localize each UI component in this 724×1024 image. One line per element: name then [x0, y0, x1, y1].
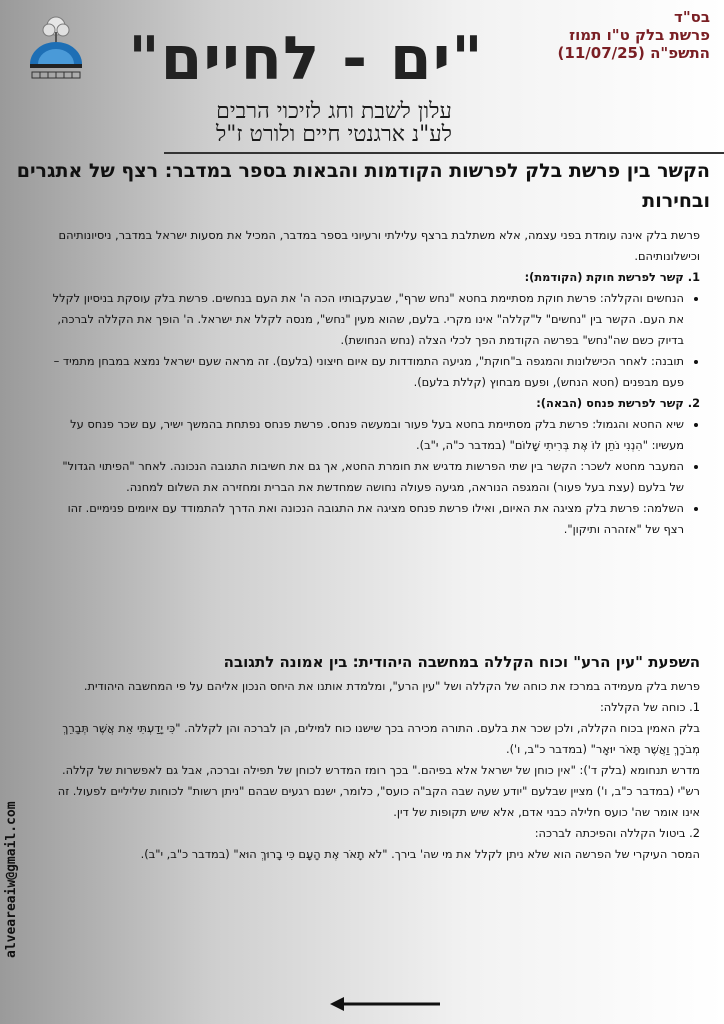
section2	[46, 650, 700, 865]
list-item: • השלמה: פרשת בלק מציגה את האיום, ואילו פרשת פנחס מציגה את התגובה הנכונה ואת הדרך להתמודד עם איומים פנימיים. זהו רצף של "אזהרה ותיקון".	[46, 498, 684, 540]
section2-title: השפעת "עין הרע" וכוח הקללה במחשבה היהודית: בין אמונה לתגובה	[223, 653, 700, 671]
article-body	[46, 225, 700, 540]
section2-point2-p1: המסר העיקרי של הפרשה הוא שלא ניתן לקלל את מי שה' בירך. "לֹא תָאֹר אֶת הָעָם כִּי בָרוּךְ הוּא" (במדבר כ"ב, י"ב).	[140, 847, 700, 861]
email-address: alveareaiw@gmail.com	[4, 801, 19, 959]
list-item: • הנחשים והקללה: פרשת חוקת מסתיימת בחטא "נחש שרף", שבעקבותיו הכה ה' את העם בנחשים. פרשת בלק עוסקת בניסיון לקלל את העם. הקשר בין "נחשים" ל"קללה" אינו מקרי. בלעם, שהוא מעין "נחש", מנסה לקלל את ישראל. ה' הופך את הקללה לברכה, בדיוק כשם שה"נחש" בפרשה הקודמת הפך לכלי הצלה (נחש הנחושת).	[46, 288, 684, 351]
point2-heading: 2. קשר לפרשת פנחס (הבאה):	[536, 396, 700, 410]
point1-heading: 1. קשר לפרשת חוקת (הקודמת):	[524, 270, 700, 284]
list-item: • שיא החטא והגמול: פרשת בלק מסתיימת בחטא בעל פעור ובמעשה פנחס. פרשת פנחס נפתחת בהמשך ישיר, עם שכר פנחס על מעשיו: "הִנְנִי נֹתֵן לוֹ אֶת בְּרִיתִי שָׁלוֹם" (במדבר כ"ה, י"ב).	[46, 414, 684, 456]
section2-point1-p1: בלק האמין בכוח הקללה, ולכן שכר את בלעם. התורה מכירה בכך שישנו כוח למילים, הן לברכה והן לקללה. "כִּי יָדַעְתִּי אֵת אֲשֶׁר תְּבָרֵךְ מְבֹרָךְ וַאֲשֶׁר תָּאֹר יוּאָר" (במדבר כ"ב, ו').	[62, 721, 700, 756]
section2-point1-p3: רש"י (במדבר כ"ב, ו') מציין שבלעם "יודע שעה שבה הקב"ה כועס", כלומר, ישנם רגעים שבהם "ניתן רשות" לכוחות שליליים לפעול. זה אינו אומר שה' כועס חלילה כבני אדם, אלא שיש תקופות של דין.	[57, 784, 700, 819]
arrow-left-icon[interactable]	[330, 996, 442, 1010]
date-block	[558, 8, 710, 62]
section2-intro: פרשת בלק מעמידה במרכז את כוחה של הקללה ושל "עין הרע", ומלמדת אותנו את היחס הנכון אליהם על פי המחשבה היהודית.	[83, 679, 700, 693]
header-block	[0, 0, 724, 158]
year-date: התשפ"ה (11/07/25)	[557, 44, 710, 62]
title-divider	[164, 152, 724, 154]
section2-point1-heading: 1. כוחה של הקללה:	[599, 700, 700, 714]
subtitle	[114, 100, 554, 146]
list-item: • תובנה: לאחר הכישלונות והמגפה ב"חוקת", מגיעה התמודדות עם איום חיצוני (בלעם). זה מראה שעם ישראל נמצא במבחן מתמיד – פעם מבפנים (חטא הנחש), ופעם מבחוץ (קללת בלעם).	[46, 351, 684, 393]
point2-list	[46, 414, 700, 540]
subtitle-line1: עלון לשבת וחג לזיכוי הרבים	[216, 99, 452, 124]
point1-list	[46, 288, 700, 393]
subtitle-line2: לע"נ ארגנטי חיים ולורט ז"ל	[216, 122, 452, 147]
article-intro: פרשת בלק אינה עומדת בפני עצמה, אלא משתלבת ברצף עלילתי ורעיוני בספר במדבר, המכיל את מסעות ישראל במדבר, ניסיונותיהם וכישלונותיהם.	[58, 228, 700, 263]
section2-point1-p2: מדרש תנחומא (בלק ד'): "אין כוחן של ישראל אלא בפיהם." בכך רומז המדרש לכוחן של תפילה וברכה, אבל גם לאפשרות של קללה.	[62, 763, 700, 777]
list-item: • המעבר מחטא לשכר: הקשר בין שתי הפרשות מדגיש את חומרת החטא, אך גם את חשיבות התגובה הנכונה. לאחר "הפיתוי הגדול" של בלעם (עצת בעל פעור) והמגפה הנוראה, מגיעה פעולה נחושה שמחדשת את הברית ומחזירה את השלום למחנה.	[46, 456, 684, 498]
bsd-label: בס"ד	[674, 8, 710, 26]
section2-point2-heading: 2. ביטול הקללה והפיכתה לברכה:	[534, 826, 700, 840]
masthead-title: "ים - לחיים"	[128, 24, 484, 94]
article-title: הקשר בין פרשת בלק לפרשות הקודמות והבאות בספר במדבר: רצף של אתגרים ובחירות	[16, 160, 710, 212]
parasha-date: פרשת בלק ט"ו תמוז	[569, 26, 710, 44]
dome-logo-icon	[24, 12, 88, 86]
